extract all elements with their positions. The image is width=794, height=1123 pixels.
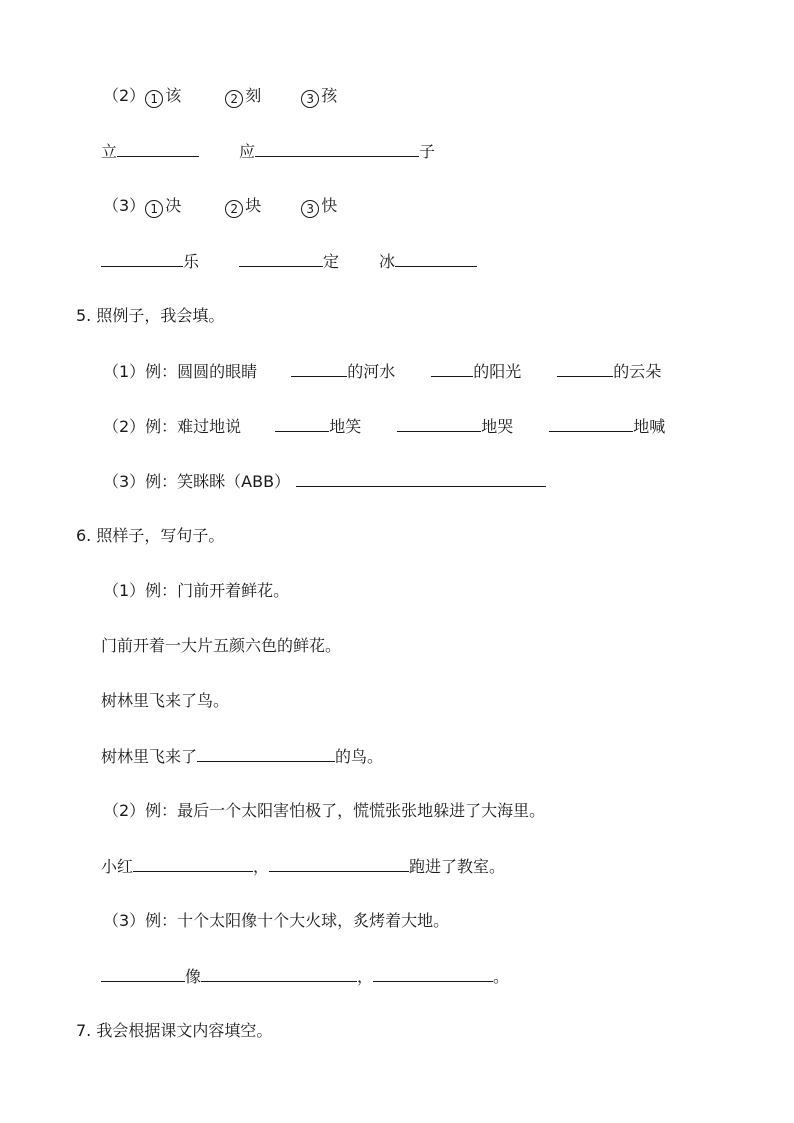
q6-1-example: 门前开着一大片五颜六色的鲜花。 (101, 636, 342, 655)
answer-blank[interactable] (431, 360, 473, 377)
answer-blank[interactable] (133, 855, 253, 872)
q4-3-fill-line (101, 250, 477, 272)
circled-number-1: 1 (145, 90, 163, 108)
answer-blank[interactable] (373, 965, 493, 982)
q6-3-mid: 像 (185, 967, 202, 986)
q5-1-label: （1）例：圆圆的眼睛 (103, 362, 258, 381)
q5-2-b: 地哭 (481, 417, 514, 436)
q4-2-options (103, 85, 337, 107)
circled-number-2: 2 (225, 90, 243, 108)
answer-blank[interactable] (557, 360, 613, 377)
q6-1-fill-start: 树林里飞来了 (101, 747, 198, 766)
q4-2-fill-line (101, 140, 435, 162)
answer-blank[interactable] (296, 470, 546, 487)
circled-number-1: 1 (145, 200, 163, 218)
answer-blank[interactable] (269, 855, 409, 872)
q6-3-label: （3）例：十个太阳像十个大火球，炙烤着大地。 (103, 911, 450, 930)
answer-blank[interactable] (291, 360, 347, 377)
option-char: 刻 (245, 86, 262, 105)
answer-blank[interactable] (397, 415, 481, 432)
answer-blank[interactable] (197, 745, 335, 762)
fill-char: 立 (101, 142, 118, 161)
q6-3-comma: ， (357, 967, 374, 986)
option-char: 该 (165, 86, 182, 105)
q5-3-label: （3）例：笑眯眯（ABB） (103, 472, 291, 491)
q5-1-b: 的阳光 (473, 362, 522, 381)
q6-2-comma: ， (253, 857, 270, 876)
q6-3-fill-line (101, 965, 509, 987)
q6-1-given: 树林里飞来了鸟。 (101, 691, 230, 710)
q6-2-fill-line (101, 855, 505, 877)
q6-2-end: 跑进了教室。 (409, 857, 506, 876)
fill-char: 乐 (183, 252, 200, 271)
q4-2-label: （2） (103, 86, 146, 105)
answer-blank[interactable] (255, 140, 419, 157)
option-char: 快 (321, 196, 338, 215)
fill-char: 应 (239, 142, 256, 161)
answer-blank[interactable] (549, 415, 633, 432)
fill-char: 定 (323, 252, 340, 271)
q5-2-label: （2）例：难过地说 (103, 417, 242, 436)
q5-3-line (103, 470, 546, 492)
option-char: 决 (165, 196, 182, 215)
circled-number-2: 2 (225, 200, 243, 218)
answer-blank[interactable] (201, 965, 357, 982)
q6-1-fill-end: 的鸟。 (335, 747, 384, 766)
q6-2-label: （2）例：最后一个太阳害怕极了，慌慌张张地躲进了大海里。 (103, 801, 546, 820)
answer-blank[interactable] (101, 250, 183, 267)
q6-3-end: 。 (493, 967, 510, 986)
circled-number-3: 3 (301, 200, 319, 218)
q4-3-label: （3） (103, 196, 146, 215)
q6-2-start: 小红 (101, 857, 134, 876)
fill-char: 子 (419, 142, 436, 161)
answer-blank[interactable] (275, 415, 329, 432)
q6-1-fill-line (101, 745, 383, 767)
circled-number-3: 3 (301, 90, 319, 108)
q5-1-line (103, 360, 661, 382)
q6-title: 6. 照样子，写句子。 (76, 526, 225, 545)
q5-2-a: 地笑 (329, 417, 362, 436)
q4-3-options (103, 195, 337, 217)
fill-char: 冰 (379, 252, 396, 271)
answer-blank[interactable] (101, 965, 185, 982)
option-char: 块 (245, 196, 262, 215)
q5-1-c: 的云朵 (613, 362, 662, 381)
q5-1-a: 的河水 (347, 362, 396, 381)
option-char: 孩 (321, 86, 338, 105)
answer-blank[interactable] (239, 250, 323, 267)
answer-blank[interactable] (117, 140, 199, 157)
q7-title: 7. 我会根据课文内容填空。 (76, 1021, 273, 1040)
answer-blank[interactable] (395, 250, 477, 267)
q5-2-line (103, 415, 665, 437)
q5-title: 5. 照例子，我会填。 (76, 306, 225, 325)
q6-1-label: （1）例：门前开着鲜花。 (103, 581, 290, 600)
q5-2-c: 地喊 (633, 417, 666, 436)
